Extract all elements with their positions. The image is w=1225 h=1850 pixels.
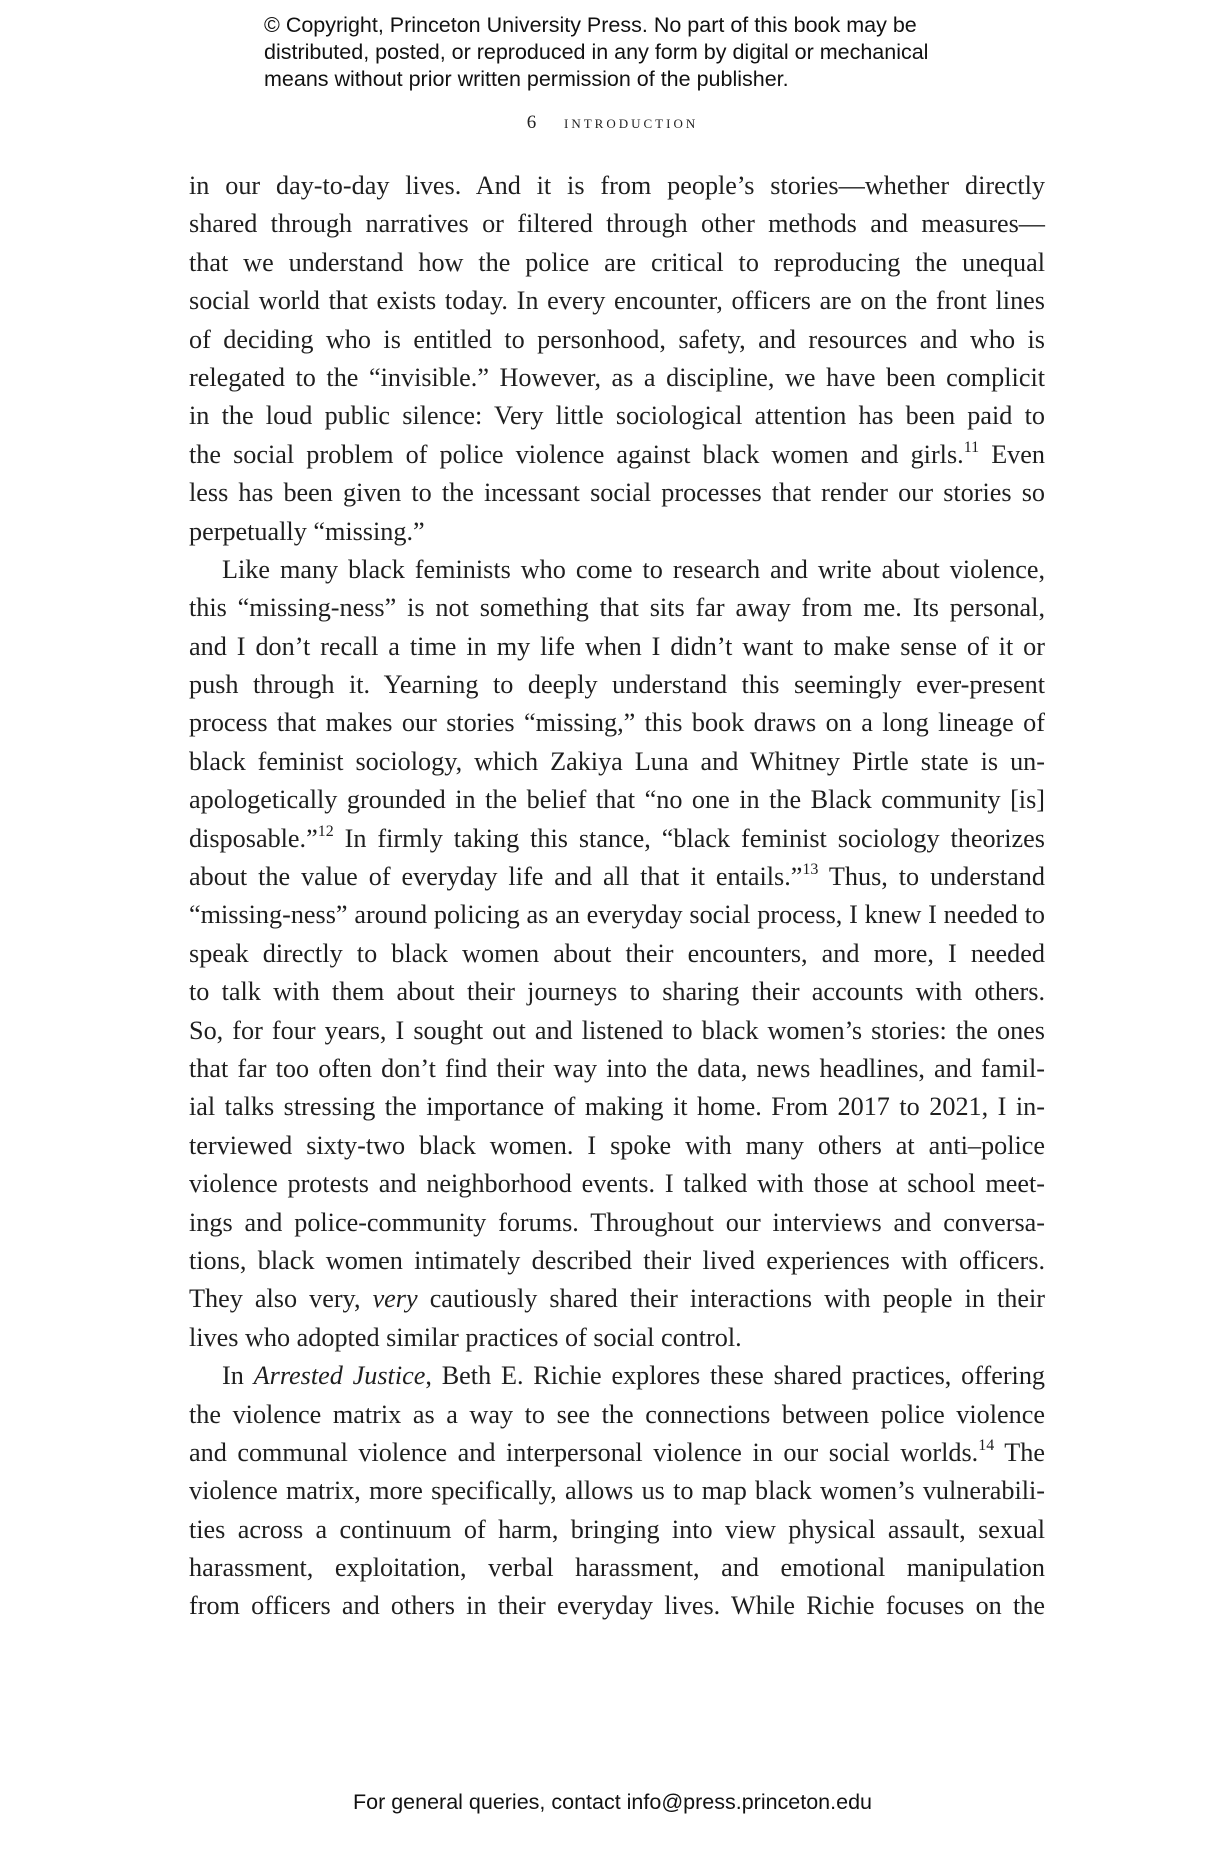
body-text: [189, 167, 1045, 1626]
text-segment: They also very,: [189, 1284, 373, 1314]
section-title: introduction: [564, 112, 699, 133]
text-line: social world that exists today. In every encounter, officers are on the front lines: [189, 286, 1045, 316]
text-line: from officers and others in their everyday lives. While Richie focuses on the: [189, 1591, 1045, 1621]
text-line: [189, 1280, 1045, 1318]
text-line: violence matrix, more specifically, allows us to map black women’s vulnerabili-: [189, 1476, 1045, 1506]
text-line: this “missing-ness” is not something that sits far away from me. Its personal,: [189, 593, 1045, 623]
text-segment: , Beth E. Richie explores these shared practices, offering: [425, 1361, 1046, 1391]
text-line: to talk with them about their journeys to sharing their accounts with others.: [189, 977, 1045, 1007]
footnote-ref: 12: [317, 822, 334, 840]
text-line: less has been given to the incessant social processes that render our stories so: [189, 478, 1045, 508]
text-line: “missing-ness” around policing as an everyday social process, I knew I needed to: [189, 900, 1045, 930]
text-segment: The: [994, 1437, 1046, 1467]
footnote-ref: 14: [978, 1436, 995, 1454]
text-line: ings and police-community forums. Throughout our interviews and conversa-: [189, 1207, 1045, 1237]
text-line: terviewed sixty-two black women. I spoke with many others at anti–police: [189, 1130, 1045, 1160]
text-line: [189, 858, 1045, 896]
text-segment: the social problem of police violence against black women and girls.: [189, 439, 964, 469]
text-segment: In firmly taking this stance, “black feminist sociology theorizes: [333, 823, 1045, 853]
text-line: of deciding who is entitled to personhood, safety, and resources and who is: [189, 324, 1045, 354]
text-line: push through it. Yearning to deeply understand this seemingly ever-present: [189, 670, 1045, 700]
copyright-line: distributed, posted, or reproduced in any form by digital or mechanical: [264, 40, 929, 64]
text-line: [189, 436, 1045, 474]
text-segment: In: [222, 1361, 254, 1391]
text-line: ial talks stressing the importance of making it home. From 2017 to 2021, I in-: [189, 1092, 1045, 1122]
text-segment: disposable.”: [189, 823, 318, 853]
text-line: shared through narratives or filtered through other methods and measures—: [189, 209, 1045, 239]
text-segment: cautiously shared their interactions with people in their: [417, 1284, 1045, 1314]
text-segment: Thus, to understand: [818, 862, 1045, 892]
text-line: and I don’t recall a time in my life when I didn’t want to make sense of it or: [189, 631, 1045, 661]
text-line: [189, 820, 1045, 858]
text-line: [189, 1434, 1045, 1472]
copyright-line: © Copyright, Princeton University Press. No part of this book may be: [264, 13, 917, 37]
page-number: 6: [526, 112, 537, 133]
text-line: [189, 1357, 1045, 1395]
text-line: ties across a continuum of harm, bringing into view physical assault, sexual: [189, 1514, 1045, 1544]
text-line: in the loud public silence: Very little sociological attention has been paid to: [189, 401, 1045, 431]
text-line: speak directly to black women about their encounters, and more, I needed: [189, 938, 1045, 968]
text-line: perpetually “missing.”: [189, 516, 425, 546]
copyright-line: means without prior written permission of the publisher.: [264, 67, 789, 91]
text-line: tions, black women intimately described their lived experiences with officers.: [189, 1245, 1045, 1275]
text-line: So, for four years, I sought out and listened to black women’s stories: the ones: [189, 1015, 1045, 1045]
text-line: that we understand how the police are critical to reproducing the unequal: [189, 247, 1045, 277]
emphasis: very: [372, 1284, 418, 1314]
text-segment: and communal violence and interpersonal violence in our social worlds.: [189, 1437, 979, 1467]
book-title: Arrested Justice: [253, 1361, 426, 1391]
text-segment: about the value of everyday life and all that it entails.”: [189, 862, 803, 892]
text-line: Like many black feminists who come to research and write about violence,: [222, 554, 1045, 584]
text-segment: Even: [979, 439, 1045, 469]
text-line: black feminist sociology, which Zakiya Luna and Whitney Pirtle state is un-: [189, 746, 1045, 776]
text-line: relegated to the “invisible.” However, as a discipline, we have been complicit: [189, 362, 1045, 392]
footnote-ref: 13: [802, 861, 819, 879]
text-line: apologetically grounded in the belief that “no one in the Black community [is]: [189, 785, 1045, 815]
text-line: in our day-to-day lives. And it is from people’s stories—whether directly: [189, 171, 1045, 200]
footer-contact: For general queries, contact info@press.princeton.edu: [352, 1790, 872, 1814]
running-head: [0, 112, 1225, 134]
text-line: lives who adopted similar practices of social control.: [189, 1322, 742, 1352]
footnote-ref: 11: [963, 438, 980, 456]
text-line: that far too often don’t find their way into the data, news headlines, and famil-: [189, 1053, 1045, 1083]
text-line: harassment, exploitation, verbal harassment, and emotional manipulation: [189, 1553, 1045, 1583]
copyright-notice: [264, 12, 984, 93]
text-line: violence protests and neighborhood events. I talked with those at school meet-: [189, 1169, 1045, 1199]
text-line: the violence matrix as a way to see the connections between police violence: [189, 1399, 1045, 1429]
text-line: process that makes our stories “missing,” this book draws on a long lineage of: [189, 708, 1045, 738]
